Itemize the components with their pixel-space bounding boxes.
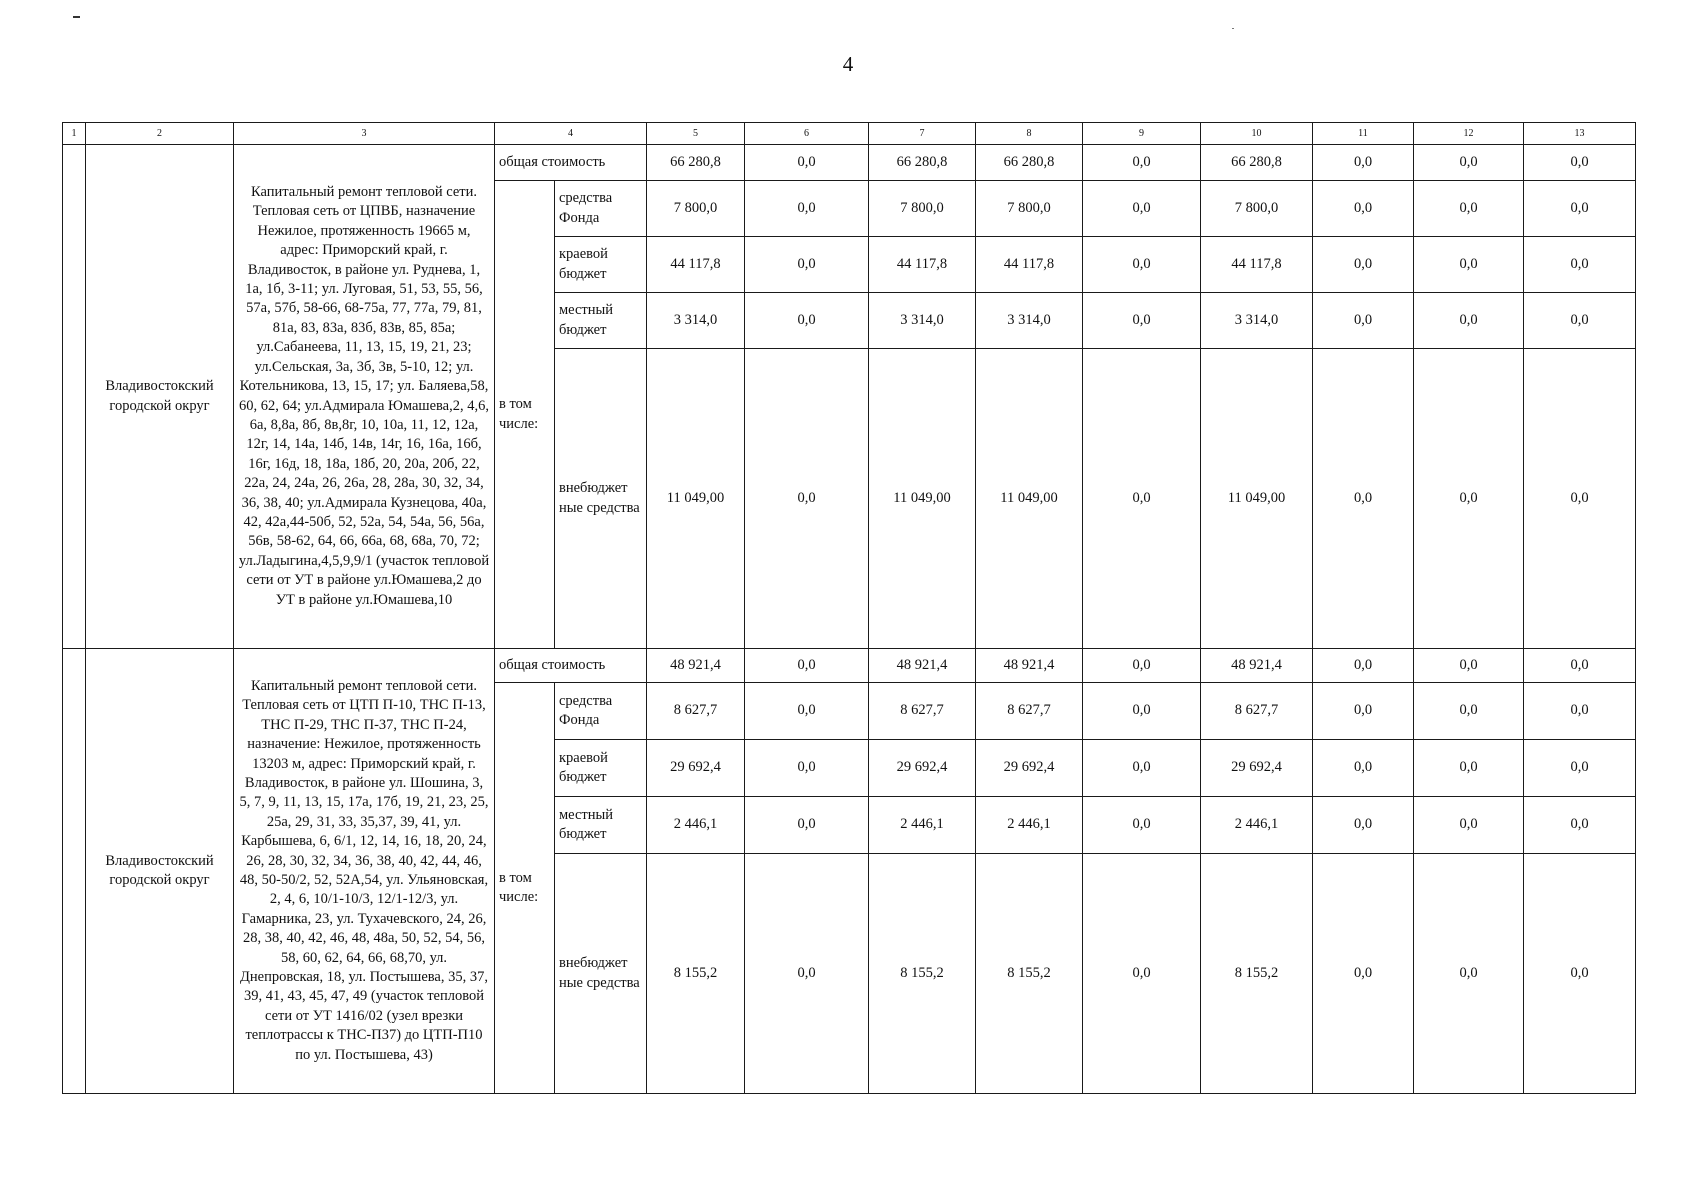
project-blocks: [63, 145, 1636, 1094]
funding-source-label: краевой бюджет: [555, 237, 647, 293]
total-row: [63, 649, 1636, 683]
funding-value: 7 800,0: [647, 181, 745, 237]
total-value: 48 921,4: [869, 649, 976, 683]
column-number: 9: [1083, 123, 1201, 145]
funding-value: 29 692,4: [869, 740, 976, 797]
total-value: 0,0: [1524, 145, 1636, 181]
funding-source-label: краевой бюджет: [555, 740, 647, 797]
funding-value: 7 800,0: [976, 181, 1083, 237]
funding-value: 0,0: [1083, 740, 1201, 797]
funding-value: 8 627,7: [647, 683, 745, 740]
funding-value: 29 692,4: [976, 740, 1083, 797]
funding-value: 0,0: [1524, 683, 1636, 740]
funding-value: 3 314,0: [647, 293, 745, 349]
total-value: 0,0: [1313, 145, 1414, 181]
column-number: 5: [647, 123, 745, 145]
funding-value: 0,0: [1414, 237, 1524, 293]
total-value: 0,0: [1524, 649, 1636, 683]
column-number: 2: [86, 123, 234, 145]
funding-value: 0,0: [1524, 237, 1636, 293]
total-value: 0,0: [1414, 649, 1524, 683]
funding-value: 11 049,00: [869, 349, 976, 649]
funding-value: 0,0: [1414, 181, 1524, 237]
funding-value: 0,0: [1524, 854, 1636, 1094]
funding-value: 44 117,8: [869, 237, 976, 293]
column-number: 10: [1201, 123, 1313, 145]
scan-speck: [1232, 28, 1234, 29]
funding-value: 44 117,8: [647, 237, 745, 293]
funding-value: 0,0: [745, 683, 869, 740]
funding-value: 2 446,1: [647, 797, 745, 854]
funding-value: 0,0: [1414, 854, 1524, 1094]
total-value: 0,0: [745, 649, 869, 683]
page-number: 4: [842, 52, 854, 76]
funding-value: 7 800,0: [1201, 181, 1313, 237]
total-value: 0,0: [745, 145, 869, 181]
funding-value: 0,0: [1313, 797, 1414, 854]
region-name: Владивостокский городской округ: [86, 145, 234, 649]
column-number: 3: [234, 123, 495, 145]
funding-value: 0,0: [745, 854, 869, 1094]
funding-source-label: местный бюджет: [555, 293, 647, 349]
funding-value: 2 446,1: [976, 797, 1083, 854]
funding-table: [62, 122, 1636, 1094]
funding-source-label: средства Фонда: [555, 683, 647, 740]
total-row: [63, 145, 1636, 181]
funding-value: 8 627,7: [1201, 683, 1313, 740]
including-label: в том числе:: [495, 181, 555, 649]
total-value: 66 280,8: [869, 145, 976, 181]
funding-value: 0,0: [1524, 349, 1636, 649]
funding-value: 0,0: [745, 797, 869, 854]
funding-value: 0,0: [745, 181, 869, 237]
total-value: 66 280,8: [976, 145, 1083, 181]
funding-value: 0,0: [745, 237, 869, 293]
funding-value: 0,0: [1414, 683, 1524, 740]
funding-value: 11 049,00: [1201, 349, 1313, 649]
funding-value: 0,0: [745, 293, 869, 349]
funding-value: 3 314,0: [976, 293, 1083, 349]
funding-value: 0,0: [1083, 237, 1201, 293]
funding-value: 8 155,2: [976, 854, 1083, 1094]
funding-value: 0,0: [1083, 854, 1201, 1094]
funding-value: 0,0: [745, 740, 869, 797]
column-number: 4: [495, 123, 647, 145]
column-number: 7: [869, 123, 976, 145]
funding-value: 44 117,8: [1201, 237, 1313, 293]
funding-value: 8 155,2: [1201, 854, 1313, 1094]
total-value: 66 280,8: [1201, 145, 1313, 181]
funding-value: 0,0: [1414, 293, 1524, 349]
row-index-cell: [63, 145, 86, 649]
funding-value: 2 446,1: [869, 797, 976, 854]
funding-value: 0,0: [1083, 797, 1201, 854]
including-label: в том числе:: [495, 683, 555, 1094]
total-value: 48 921,4: [1201, 649, 1313, 683]
total-value: 0,0: [1083, 145, 1201, 181]
funding-value: 8 155,2: [869, 854, 976, 1094]
funding-value: 0,0: [1414, 349, 1524, 649]
funding-value: 0,0: [1414, 797, 1524, 854]
funding-value: 8 627,7: [869, 683, 976, 740]
funding-value: 11 049,00: [976, 349, 1083, 649]
total-value: 0,0: [1083, 649, 1201, 683]
funding-value: 11 049,00: [647, 349, 745, 649]
funding-value: 0,0: [1313, 683, 1414, 740]
funding-value: 29 692,4: [647, 740, 745, 797]
project-description: Капитальный ремонт тепловой сети. Тепловая сеть от ЦТП П-10, ТНС П-13, ТНС П-29, ТНС П-37, ТНС П-24, назначение: Нежилое, протяженность 13203 м, адрес: Приморский край, г. Владивосток, в районе ул. Шошина, 3, 5, 7, 9, 11, 13, 15, 17а, 17б, 19, 21, 23, 25, 25а, 29, 31, 33, 35,37, 39, 41, ул. Карбышева, 6, 6/1, 12, 14, 16, 18, 20, 24, 26, 28, 30, 32, 34, 36, 38, 40, 42, 44, 46, 48, 50-50/2, 52, 52А,54, ул. Ульяновская, 2, 4, 6, 10/1-10/3, 12/1-12/3, ул. Гамарника, 23, ул. Тухачевского, 24, 26, 28, 38, 40, 42, 46, 48, 48а, 50, 52, 54, 56, 58, 60, 62, 64, 66, 68,70, ул. Днепровская, 18, ул. Постышева, 35, 37, 39, 41, 43, 45, 47, 49 (участок тепловой сети от УТ 1416/02 (узел врезки теплотрассы к ТНС-П37) до ЦТП-П10 по ул. Постышева, 43): [234, 649, 495, 1094]
funding-value: 0,0: [1083, 293, 1201, 349]
scan-speck: [73, 16, 80, 18]
funding-source-label: средства Фонда: [555, 181, 647, 237]
funding-value: 0,0: [1414, 740, 1524, 797]
funding-source-label: местный бюджет: [555, 797, 647, 854]
funding-value: 0,0: [1524, 797, 1636, 854]
funding-source-label: внебюджет ные средства: [555, 854, 647, 1094]
funding-value: 3 314,0: [1201, 293, 1313, 349]
total-cost-label: общая стоимость: [495, 649, 647, 683]
funding-value: 0,0: [745, 349, 869, 649]
funding-value: 0,0: [1313, 237, 1414, 293]
region-name: Владивостокский городской округ: [86, 649, 234, 1094]
total-value: 48 921,4: [976, 649, 1083, 683]
funding-value: 0,0: [1313, 740, 1414, 797]
total-value: 66 280,8: [647, 145, 745, 181]
funding-value: 29 692,4: [1201, 740, 1313, 797]
funding-value: 8 155,2: [647, 854, 745, 1094]
column-number: 1: [63, 123, 86, 145]
column-number-row: [63, 123, 1636, 145]
funding-value: 8 627,7: [976, 683, 1083, 740]
column-number: 11: [1313, 123, 1414, 145]
funding-value: 0,0: [1524, 740, 1636, 797]
column-number: 6: [745, 123, 869, 145]
funding-value: 3 314,0: [869, 293, 976, 349]
column-number: 13: [1524, 123, 1636, 145]
funding-value: 44 117,8: [976, 237, 1083, 293]
column-number: 8: [976, 123, 1083, 145]
funding-value: 0,0: [1313, 349, 1414, 649]
funding-value: 0,0: [1083, 349, 1201, 649]
project-description: Капитальный ремонт тепловой сети. Тепловая сеть от ЦПВБ, назначение Нежилое, протяженность 19665 м, адрес: Приморский край, г. Владивосток, в районе ул. Руднева, 1, 1а, 1б, 3-11; ул. Луговая, 51, 53, 55, 56, 57а, 57б, 58-66, 68-75а, 77, 77а, 79, 81, 81а, 83, 83а, 83б, 83в, 85, 85а; ул.Сабанеева, 11, 13, 15, 19, 21, 23; ул.Сельская, 3а, 3б, 3в, 5-10, 12; ул. Котельникова, 13, 15, 17; ул. Баляева,58, 60, 62, 64; ул.Адмирала Юмашева,2, 4,6, 6а, 8,8а, 8б, 8в,8г, 10, 10а, 11, 12, 12а, 12г, 14, 14а, 14б, 14в, 14г, 16, 16а, 16б, 16г, 16д, 18, 18а, 18б, 20, 20а, 20б, 22, 22а, 24, 24а, 26, 26а, 28, 28а, 30, 32, 34, 36, 38, 40; ул.Адмирала Кузнецова, 40а, 42, 42а,44-50б, 52, 52а, 54, 54а, 56, 56а, 56в, 58-62, 64, 66, 66а, 68, 68а, 70, 72; ул.Ладыгина,4,5,9,9/1 (участок тепловой сети от УТ в районе ул.Юмашева,2 до УТ в районе ул.Юмашева,10: [234, 145, 495, 649]
funding-value: 0,0: [1524, 293, 1636, 349]
funding-value: 0,0: [1524, 181, 1636, 237]
funding-value: 0,0: [1083, 181, 1201, 237]
total-value: 48 921,4: [647, 649, 745, 683]
row-index-cell: [63, 649, 86, 1094]
total-cost-label: общая стоимость: [495, 145, 647, 181]
funding-value: 0,0: [1313, 854, 1414, 1094]
total-value: 0,0: [1313, 649, 1414, 683]
funding-value: 0,0: [1313, 293, 1414, 349]
column-number: 12: [1414, 123, 1524, 145]
total-value: 0,0: [1414, 145, 1524, 181]
funding-value: 0,0: [1083, 683, 1201, 740]
funding-source-label: внебюджет ные средства: [555, 349, 647, 649]
funding-value: 2 446,1: [1201, 797, 1313, 854]
funding-value: 0,0: [1313, 181, 1414, 237]
funding-value: 7 800,0: [869, 181, 976, 237]
